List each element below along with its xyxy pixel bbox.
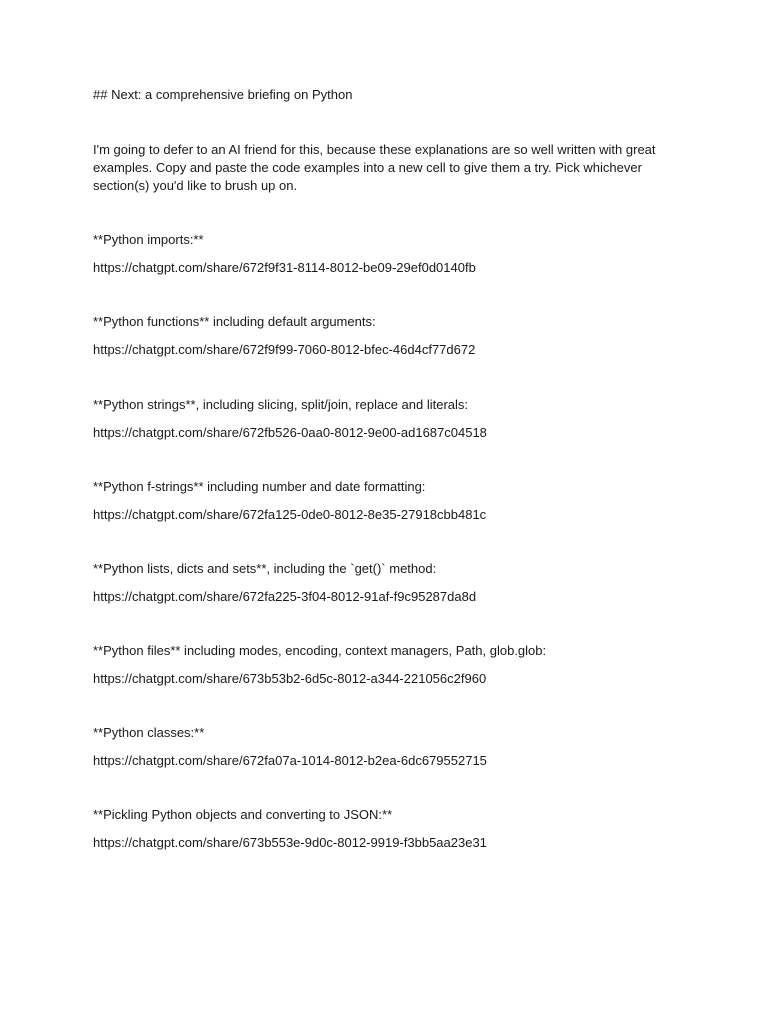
- section-python-functions: [93, 313, 673, 359]
- section-python-classes: [93, 724, 673, 770]
- section-title: **Python classes:**: [93, 725, 205, 740]
- section-link[interactable]: https://chatgpt.com/share/672f9f99-7060-8012-bfec-46d4cf77d672: [93, 342, 476, 357]
- section-title: **Python lists, dicts and sets**, including the `get()` method:: [93, 561, 437, 576]
- document-heading: ## Next: a comprehensive briefing on Python: [93, 87, 353, 102]
- section-link[interactable]: https://chatgpt.com/share/672f9f31-8114-8012-be09-29ef0d0140fb: [93, 260, 476, 275]
- section-title: **Python functions** including default arguments:: [93, 314, 376, 329]
- section-title: **Python imports:**: [93, 232, 204, 247]
- section-title: **Pickling Python objects and converting to JSON:**: [93, 807, 393, 822]
- section-python-collections: [93, 560, 673, 606]
- section-link[interactable]: https://chatgpt.com/share/673b553e-9d0c-8012-9919-f3bb5aa23e31: [93, 835, 487, 850]
- section-title: **Python files** including modes, encoding, context managers, Path, glob.glob:: [93, 643, 547, 658]
- section-link[interactable]: https://chatgpt.com/share/672fa125-0de0-8012-8e35-27918cbb481c: [93, 507, 487, 522]
- section-python-files: [93, 642, 673, 688]
- section-pickling-json: [93, 806, 673, 852]
- intro-paragraph: I'm going to defer to an AI friend for this, because these explanations are so well written with great examples. Copy and paste the code examples into a new cell to give them a try. Pick whichever section(s) you'd like to brush up on.: [93, 142, 656, 193]
- section-python-strings: [93, 396, 673, 442]
- section-link[interactable]: https://chatgpt.com/share/673b53b2-6d5c-8012-a344-221056c2f960: [93, 671, 487, 686]
- section-link[interactable]: https://chatgpt.com/share/672fb526-0aa0-8012-9e00-ad1687c04518: [93, 425, 487, 440]
- section-link[interactable]: https://chatgpt.com/share/672fa07a-1014-8012-b2ea-6dc679552715: [93, 753, 487, 768]
- section-title: **Python f-strings** including number and date formatting:: [93, 479, 426, 494]
- section-link[interactable]: https://chatgpt.com/share/672fa225-3f04-8012-91af-f9c95287da8d: [93, 589, 477, 604]
- section-title: **Python strings**, including slicing, split/join, replace and literals:: [93, 397, 469, 412]
- section-python-imports: [93, 231, 673, 277]
- section-python-f-strings: [93, 478, 673, 524]
